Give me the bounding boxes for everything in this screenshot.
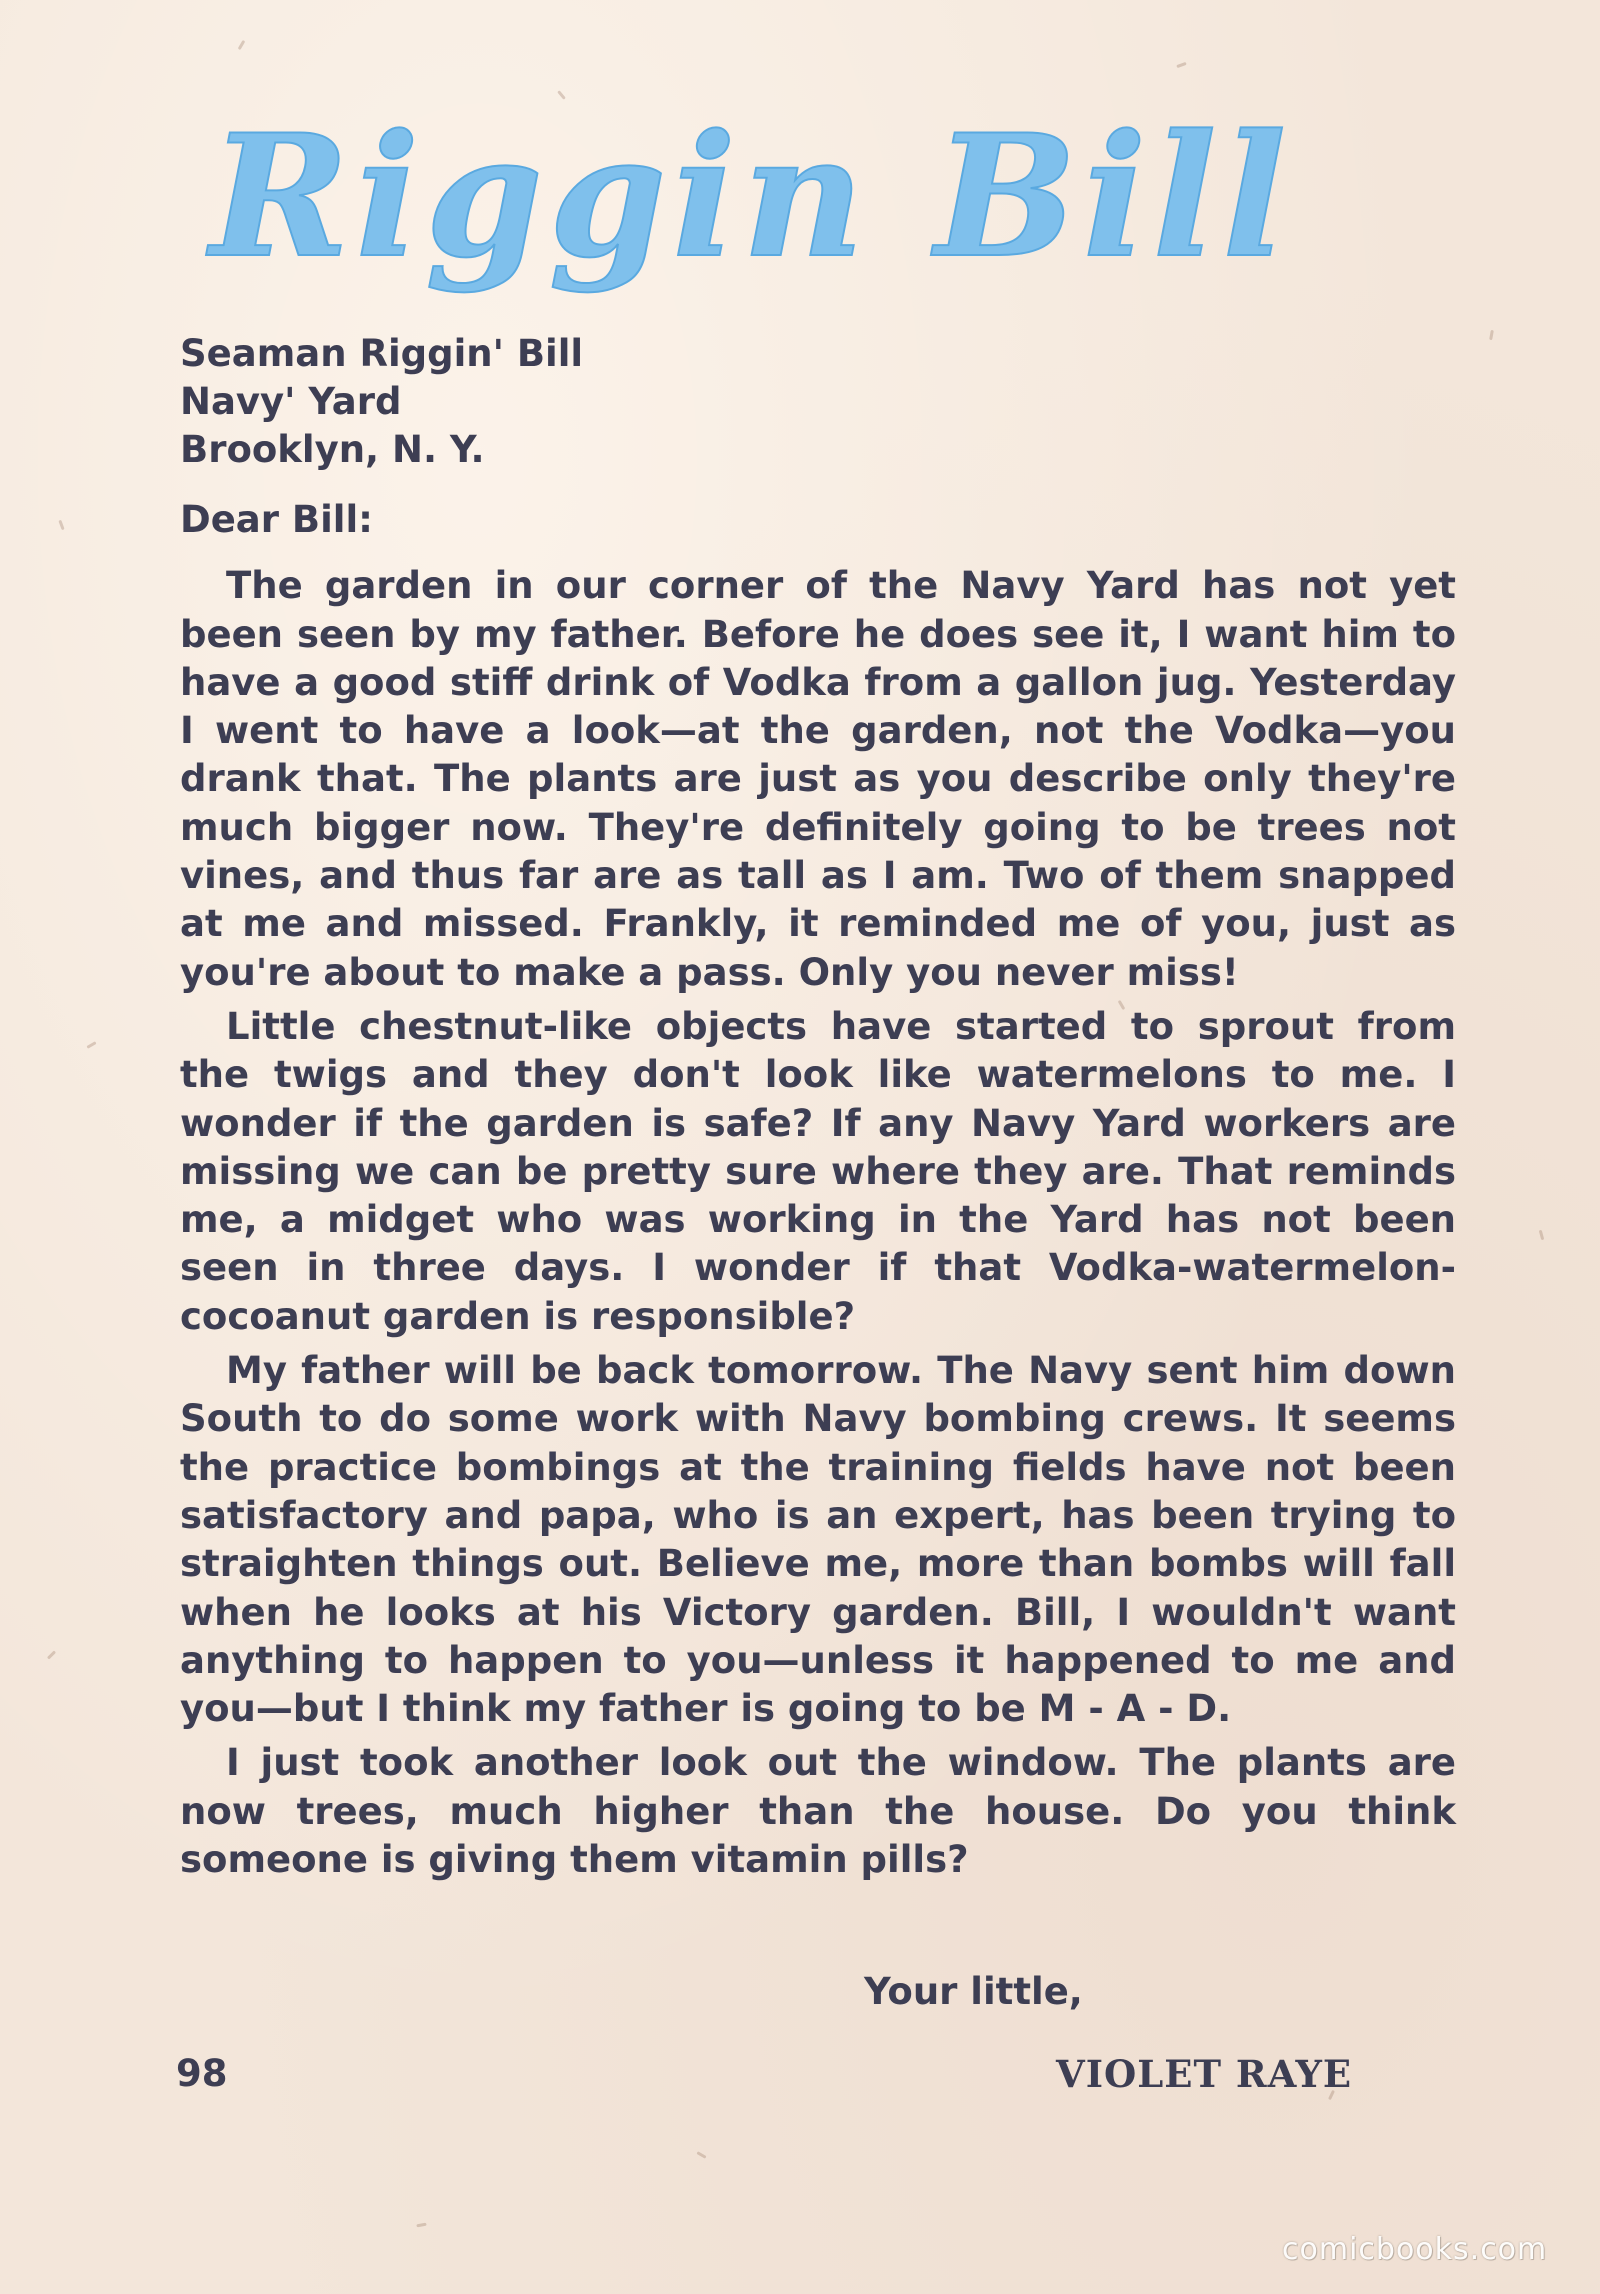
letter-paragraph: Little chestnut-like objects have started to sprout from the twigs and they don't look like watermelons to me. I wonder if the garden is safe? If any Navy Yard workers are missing we can be pretty sure where they are. That reminds me, a midget who was working in the Yard has not been seen in three days. I wonder if that Vodka-watermelon-cocoanut garden is responsible? — [180, 1004, 1456, 1338]
address-block — [180, 330, 1456, 474]
page-title-text: Riggin Bill — [210, 97, 1293, 295]
paper-fleck — [1539, 1230, 1544, 1240]
page-number: 98 — [176, 2052, 228, 2095]
paper-fleck — [47, 1650, 56, 1659]
watermark: comicbooks.com — [1282, 2232, 1548, 2267]
address-line-2: Navy' Yard — [180, 380, 402, 423]
paper-fleck — [86, 1041, 96, 1049]
paper-fleck — [696, 2151, 706, 2159]
page-title — [200, 97, 1450, 305]
signature: VIOLET RAYE — [1056, 2052, 1353, 2096]
address-line-1: Seaman Riggin' Bill — [180, 332, 584, 375]
letter-paragraph: My father will be back tomorrow. The Navy sent him down South to do some work with Navy bombing crews. It seems the practice bombings at the training fields have not been satisfactory and papa, who is an expert, has been trying to straighten things out. Believe me, more than bombs will fall when he looks at his Victory garden. Bill, I wouldn't want anything to happen to you—unless it happened to me and you—but I think my father is going to be M - A - D. — [180, 1349, 1456, 1731]
paper-fleck — [416, 2223, 426, 2228]
closing: Your little, — [864, 1970, 1083, 2013]
paper-fleck — [238, 40, 246, 50]
paper-fleck — [1176, 62, 1186, 68]
greeting: Dear Bill: — [180, 498, 373, 541]
letter-paragraph: I just took another look out the window. The plants are now trees, much higher than the house. Do you think someone is giving them vitamin pills? — [180, 1741, 1456, 1882]
paper-fleck — [58, 520, 64, 530]
paper-fleck — [1489, 330, 1494, 340]
letter-paragraph: The garden in our corner of the Navy Yard has not yet been seen by my father. Before he does see it, I want him to have a good stiff drink of Vodka from a gallon jug. Yesterday I went to have a look—at the garden, not the Vodka—you drank that. The plants are just as you describe only they're much bigger now. They're definitely going to be trees not vines, and thus far are as tall as I am. Two of them snapped at me and missed. Frankly, it reminded me of you, just as you're about to make a pass. Only you never miss! — [180, 564, 1456, 994]
address-line-3: Brooklyn, N. Y. — [180, 428, 485, 471]
letter-body — [180, 330, 1456, 1890]
